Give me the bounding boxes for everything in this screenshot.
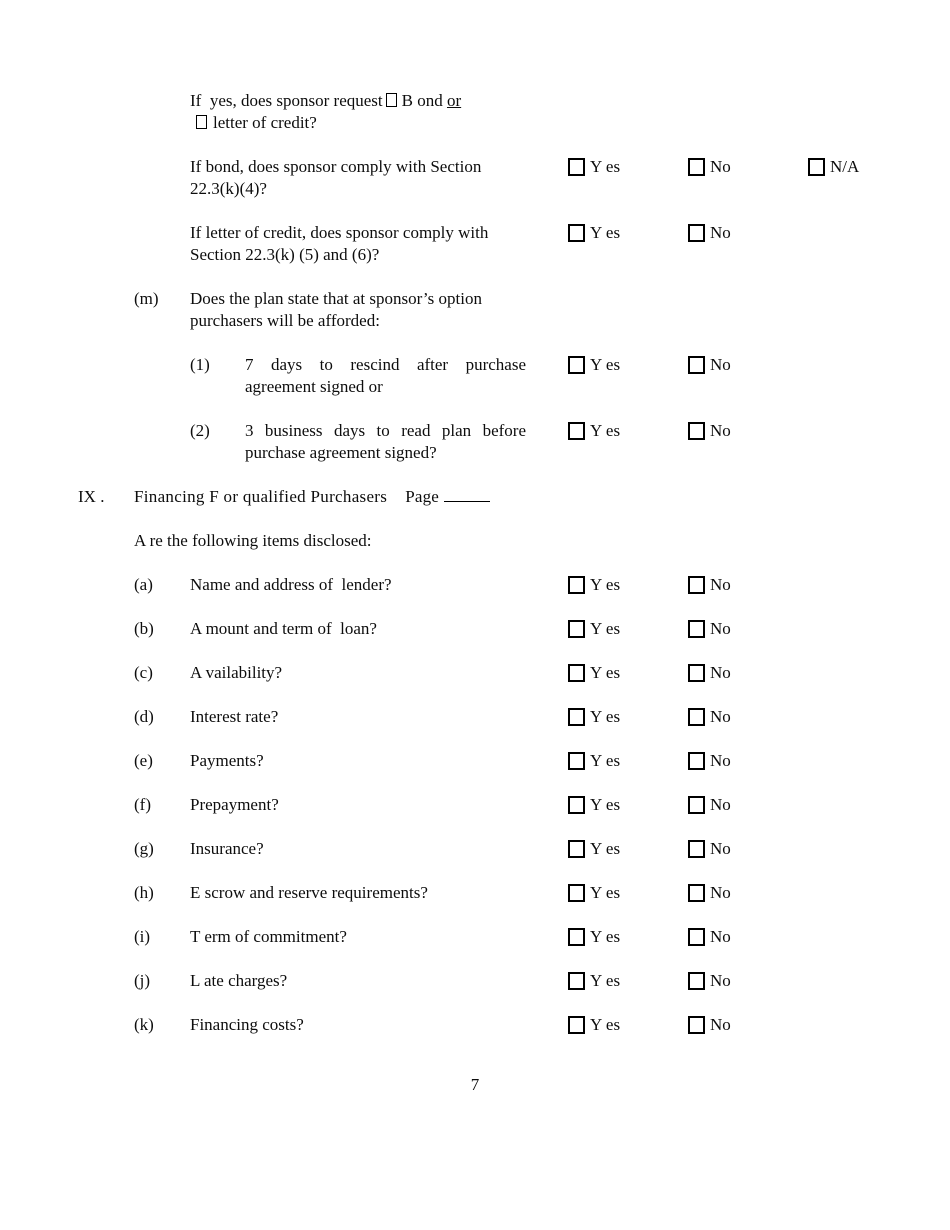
yes-checkbox[interactable]: [568, 752, 585, 770]
item-text: Name and address of lender?: [190, 575, 392, 594]
yes-label: Y es: [590, 663, 621, 682]
question-row-letter-comply: [78, 222, 920, 266]
yes-checkbox[interactable]: [568, 158, 585, 176]
yes-label: Y es: [590, 751, 621, 770]
no-answer: [688, 222, 808, 244]
section-header-row: [78, 486, 920, 508]
no-checkbox[interactable]: [688, 158, 705, 176]
na-checkbox[interactable]: [808, 158, 825, 176]
no-answer: [688, 838, 808, 860]
letter-of-credit-checkbox[interactable]: [196, 115, 207, 129]
bond-checkbox[interactable]: [386, 93, 397, 107]
no-checkbox[interactable]: [688, 664, 705, 682]
no-label: No: [710, 883, 731, 902]
item-label: (e): [134, 751, 153, 770]
item-text: Interest rate?: [190, 707, 279, 726]
item-text: L ate charges?: [190, 971, 288, 990]
question-text: If bond, does sponsor comply with Section 22.3(k)(4)?: [190, 157, 486, 198]
no-label: No: [710, 839, 731, 858]
question-text: If letter of credit, does sponsor comply with Section 22.3(k) (5) and (6)?: [190, 223, 493, 264]
item-label: (k): [134, 1015, 154, 1034]
no-checkbox[interactable]: [688, 620, 705, 638]
yes-checkbox[interactable]: [568, 840, 585, 858]
page-blank-line[interactable]: [444, 487, 490, 502]
no-answer: [688, 970, 808, 992]
yes-label: Y es: [590, 157, 621, 176]
item-text: A mount and term of loan?: [190, 619, 377, 638]
yes-label: Y es: [590, 619, 621, 638]
item-label: (h): [134, 883, 154, 902]
no-checkbox[interactable]: [688, 1016, 705, 1034]
yes-label: Y es: [590, 223, 621, 242]
item-text: Does the plan state that at sponsor’s option purchasers will be afforded:: [190, 289, 487, 330]
no-answer: [688, 420, 808, 442]
yes-answer: [568, 970, 688, 992]
yes-answer: [568, 882, 688, 904]
yes-checkbox[interactable]: [568, 356, 585, 374]
no-answer: [688, 750, 808, 772]
intro-question-row: [78, 90, 920, 134]
no-answer: [688, 574, 808, 596]
yes-answer: [568, 354, 688, 376]
yes-label: Y es: [590, 421, 621, 440]
intro-prefix: If yes, does sponsor request: [190, 91, 383, 110]
subitem-text: 3 business days to read plan before purchase agreement signed?: [245, 421, 526, 462]
no-label: No: [710, 355, 731, 374]
yes-answer: [568, 574, 688, 596]
yes-checkbox[interactable]: [568, 708, 585, 726]
no-label: No: [710, 971, 731, 990]
subitem-text: 7 days to rescind after purchase agreement signed or: [245, 355, 526, 396]
no-answer: [688, 882, 808, 904]
item-text: Financing costs?: [190, 1015, 304, 1034]
subitem-label: (2): [190, 421, 210, 440]
item-label: (c): [134, 663, 153, 682]
yes-label: Y es: [590, 355, 621, 374]
question-row-bond-comply: [78, 156, 920, 200]
no-answer: [688, 662, 808, 684]
yes-checkbox[interactable]: [568, 620, 585, 638]
no-checkbox[interactable]: [688, 928, 705, 946]
yes-label: Y es: [590, 707, 621, 726]
no-answer: [688, 354, 808, 376]
no-checkbox[interactable]: [688, 796, 705, 814]
no-label: No: [710, 663, 731, 682]
item-row-k: [78, 1014, 920, 1036]
subitem-row-2: [78, 420, 920, 464]
no-answer: [688, 926, 808, 948]
yes-checkbox[interactable]: [568, 928, 585, 946]
item-label: (i): [134, 927, 151, 946]
yes-checkbox[interactable]: [568, 796, 585, 814]
no-answer: [688, 618, 808, 640]
section-numeral: IX .: [78, 487, 105, 506]
yes-answer: [568, 706, 688, 728]
yes-answer: [568, 926, 688, 948]
item-label: (m): [134, 289, 159, 308]
bond-label: B ond: [401, 91, 443, 110]
yes-answer: [568, 750, 688, 772]
no-checkbox[interactable]: [688, 708, 705, 726]
item-text: Prepayment?: [190, 795, 279, 814]
item-row-e: [78, 750, 920, 772]
no-label: No: [710, 927, 731, 946]
item-row-f: [78, 794, 920, 816]
subitem: [190, 354, 526, 398]
yes-checkbox[interactable]: [568, 1016, 585, 1034]
yes-label: Y es: [590, 927, 621, 946]
item-row-b: [78, 618, 920, 640]
yes-label: Y es: [590, 883, 621, 902]
item-text: Insurance?: [190, 839, 264, 858]
item-label: (b): [134, 619, 154, 638]
no-label: No: [710, 575, 731, 594]
yes-checkbox[interactable]: [568, 224, 585, 242]
item-label: (a): [134, 575, 153, 594]
no-label: No: [710, 157, 731, 176]
section-title: Financing F or qualified Purchasers: [134, 487, 388, 506]
yes-answer: [568, 794, 688, 816]
no-checkbox[interactable]: [688, 752, 705, 770]
section-subtitle: A re the following items disclosed:: [134, 531, 372, 550]
page-label: Page: [405, 487, 440, 506]
item-label: (f): [134, 795, 151, 814]
no-checkbox[interactable]: [688, 224, 705, 242]
yes-answer: [568, 156, 688, 178]
yes-answer: [568, 662, 688, 684]
no-label: No: [710, 1015, 731, 1034]
yes-checkbox[interactable]: [568, 576, 585, 594]
subitem: [190, 420, 526, 464]
no-checkbox[interactable]: [688, 972, 705, 990]
yes-answer: [568, 618, 688, 640]
item-row-g: [78, 838, 920, 860]
no-label: No: [710, 751, 731, 770]
yes-answer: [568, 1014, 688, 1036]
item-text: E scrow and reserve requirements?: [190, 883, 428, 902]
item-text: T erm of commitment?: [190, 927, 347, 946]
section-title-line: [134, 486, 920, 508]
or-label: or: [446, 91, 462, 110]
page-number: 7: [470, 1075, 480, 1094]
no-label: No: [710, 421, 731, 440]
intro-question-text: [190, 90, 568, 134]
item-row-c: [78, 662, 920, 684]
item-label: (j): [134, 971, 151, 990]
item-row-m: [78, 288, 920, 332]
item-text: A vailability?: [190, 663, 283, 682]
no-answer: [688, 156, 808, 178]
yes-answer: [568, 838, 688, 860]
subitem-row-1: [78, 354, 920, 398]
yes-answer: [568, 222, 688, 244]
item-label: (g): [134, 839, 154, 858]
no-answer: [688, 794, 808, 816]
yes-label: Y es: [590, 795, 621, 814]
na-answer: [808, 156, 920, 178]
yes-label: Y es: [590, 971, 621, 990]
no-label: No: [710, 707, 731, 726]
no-checkbox[interactable]: [688, 422, 705, 440]
no-checkbox[interactable]: [688, 576, 705, 594]
subitem-label: (1): [190, 355, 210, 374]
yes-label: Y es: [590, 575, 621, 594]
yes-checkbox[interactable]: [568, 422, 585, 440]
yes-checkbox[interactable]: [568, 884, 585, 902]
section-subtitle-row: [78, 530, 920, 552]
item-text: Payments?: [190, 751, 264, 770]
yes-label: Y es: [590, 839, 621, 858]
letter-of-credit-label: letter of credit?: [213, 113, 317, 132]
item-row-i: [78, 926, 920, 948]
item-row-h: [78, 882, 920, 904]
na-label: N/A: [830, 157, 860, 176]
yes-checkbox[interactable]: [568, 972, 585, 990]
yes-checkbox[interactable]: [568, 664, 585, 682]
no-label: No: [710, 223, 731, 242]
item-label: (d): [134, 707, 154, 726]
no-checkbox[interactable]: [688, 840, 705, 858]
yes-answer: [568, 420, 688, 442]
item-row-d: [78, 706, 920, 728]
item-row-j: [78, 970, 920, 992]
no-checkbox[interactable]: [688, 356, 705, 374]
no-answer: [688, 1014, 808, 1036]
no-label: No: [710, 619, 731, 638]
no-checkbox[interactable]: [688, 884, 705, 902]
yes-label: Y es: [590, 1015, 621, 1034]
no-label: No: [710, 795, 731, 814]
no-answer: [688, 706, 808, 728]
item-row-a: [78, 574, 920, 596]
